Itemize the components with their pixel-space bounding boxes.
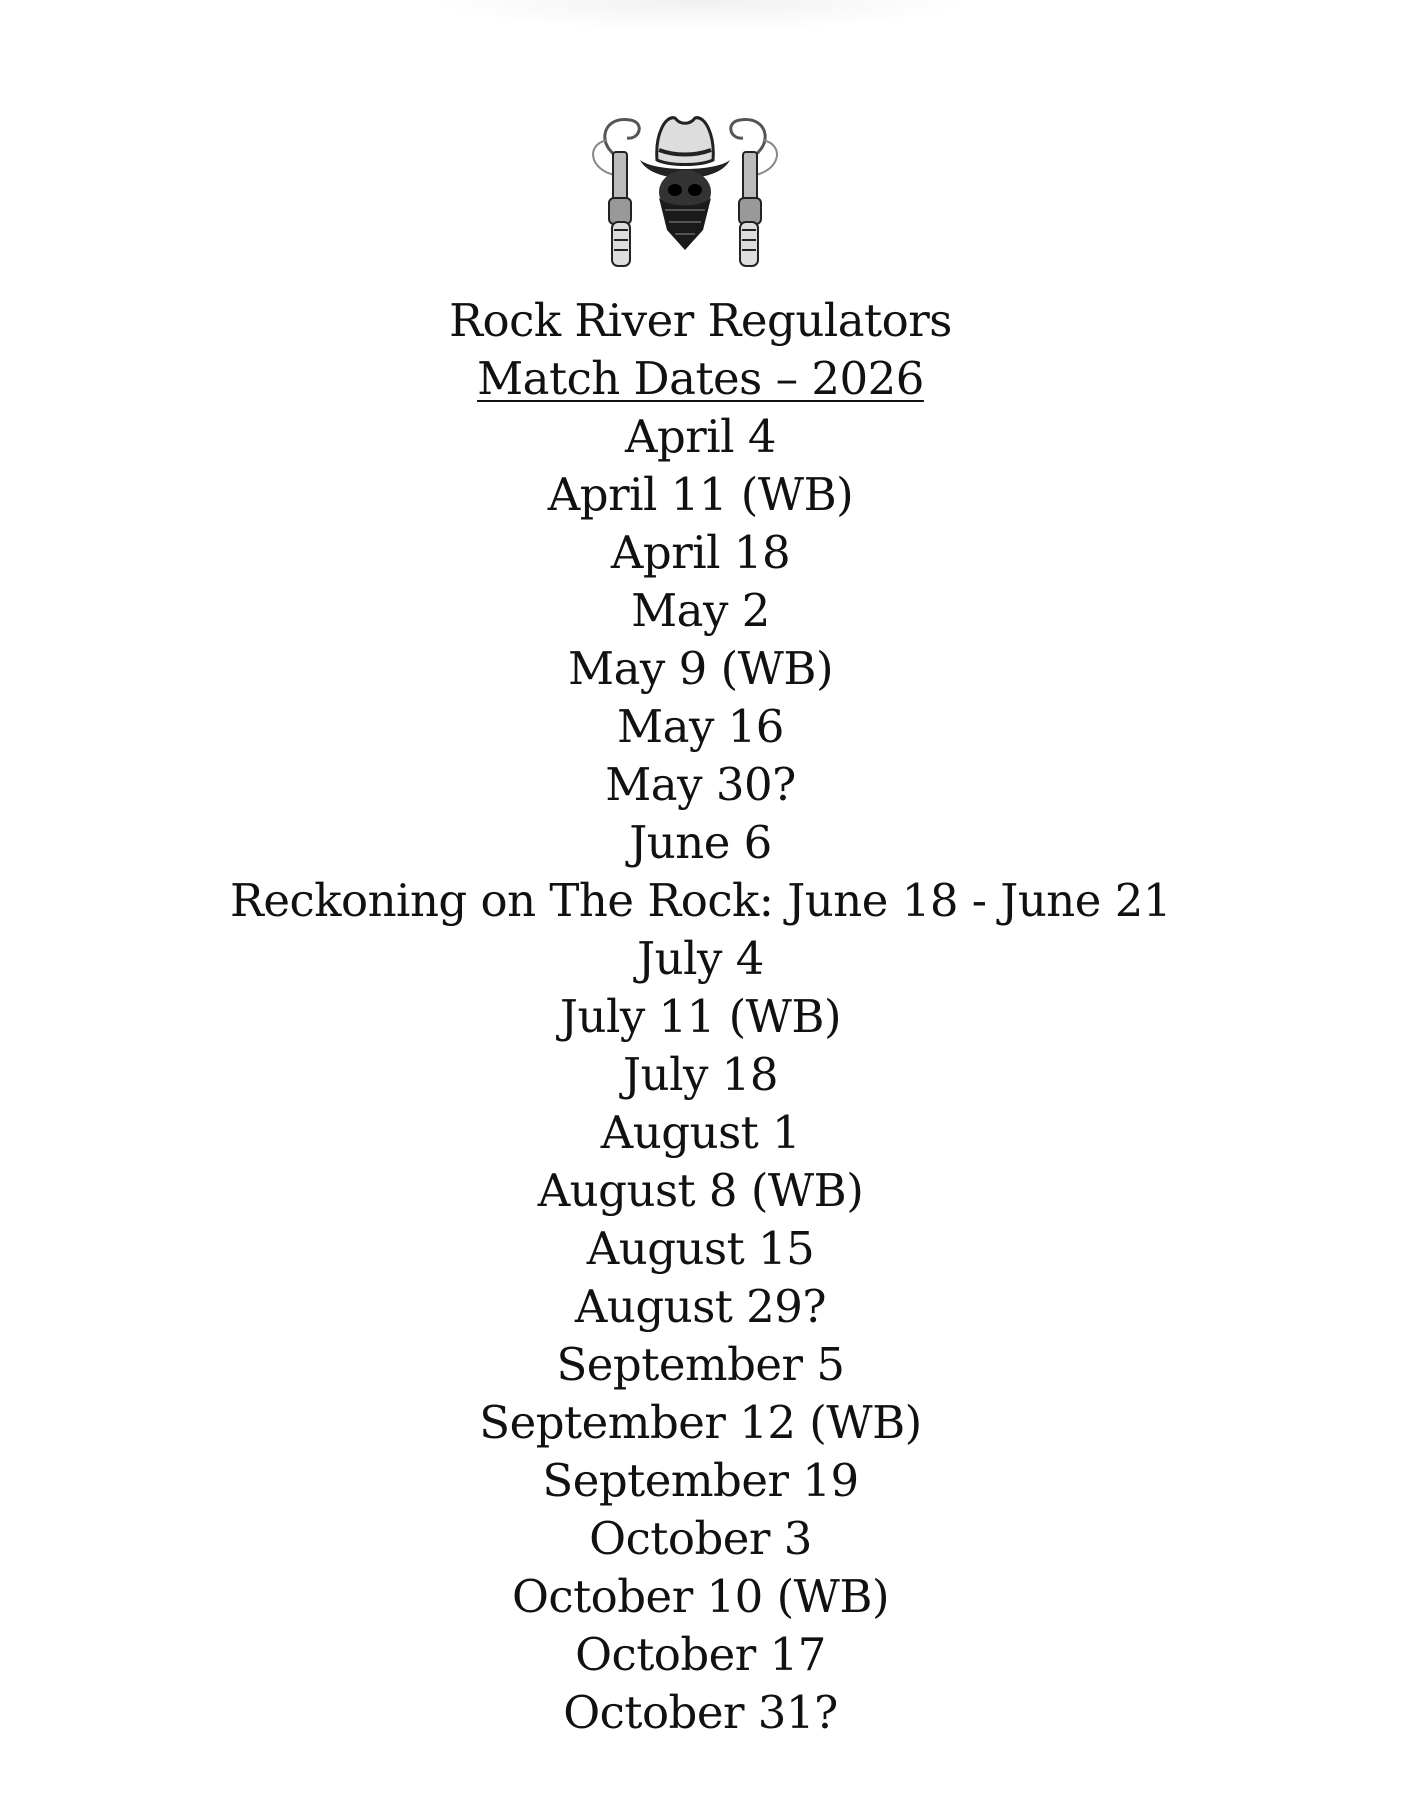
schedule-title-heading: Match Dates – 2026 [477, 352, 924, 405]
match-date-item: August 15 [586, 1222, 815, 1275]
match-date-list [0, 408, 1401, 1742]
match-date-item: August 8 (WB) [537, 1164, 864, 1217]
cowboy-skull-logo [585, 100, 785, 280]
match-date-item: July 4 [637, 932, 764, 985]
match-date-item: September 19 [542, 1454, 859, 1507]
schedule-document [0, 292, 1401, 1742]
club-name-heading: Rock River Regulators [449, 294, 952, 347]
match-date-item: September 5 [556, 1338, 845, 1391]
match-date-item: June 6 [629, 816, 772, 869]
match-date-item: May 9 (WB) [568, 642, 833, 695]
match-date-item: October 10 (WB) [511, 1570, 890, 1623]
match-date-item: April 18 [610, 526, 791, 579]
match-date-item: October 31? [563, 1686, 838, 1739]
match-date-item: August 1 [600, 1106, 801, 1159]
match-date-item: April 4 [624, 410, 777, 463]
match-date-item: Reckoning on The Rock: June 18 - June 21 [230, 874, 1171, 927]
top-shadow [430, 0, 970, 32]
match-date-item: July 18 [623, 1048, 778, 1101]
match-date-item: April 11 (WB) [547, 468, 854, 521]
match-date-item: May 30? [605, 758, 796, 811]
match-date-item: October 17 [575, 1628, 826, 1681]
match-date-item: July 11 (WB) [559, 990, 842, 1043]
match-date-item: August 29? [574, 1280, 827, 1333]
match-date-item: May 16 [617, 700, 784, 753]
match-date-item: May 2 [631, 584, 770, 637]
match-date-item: October 3 [589, 1512, 812, 1565]
match-date-item: September 12 (WB) [479, 1396, 922, 1449]
